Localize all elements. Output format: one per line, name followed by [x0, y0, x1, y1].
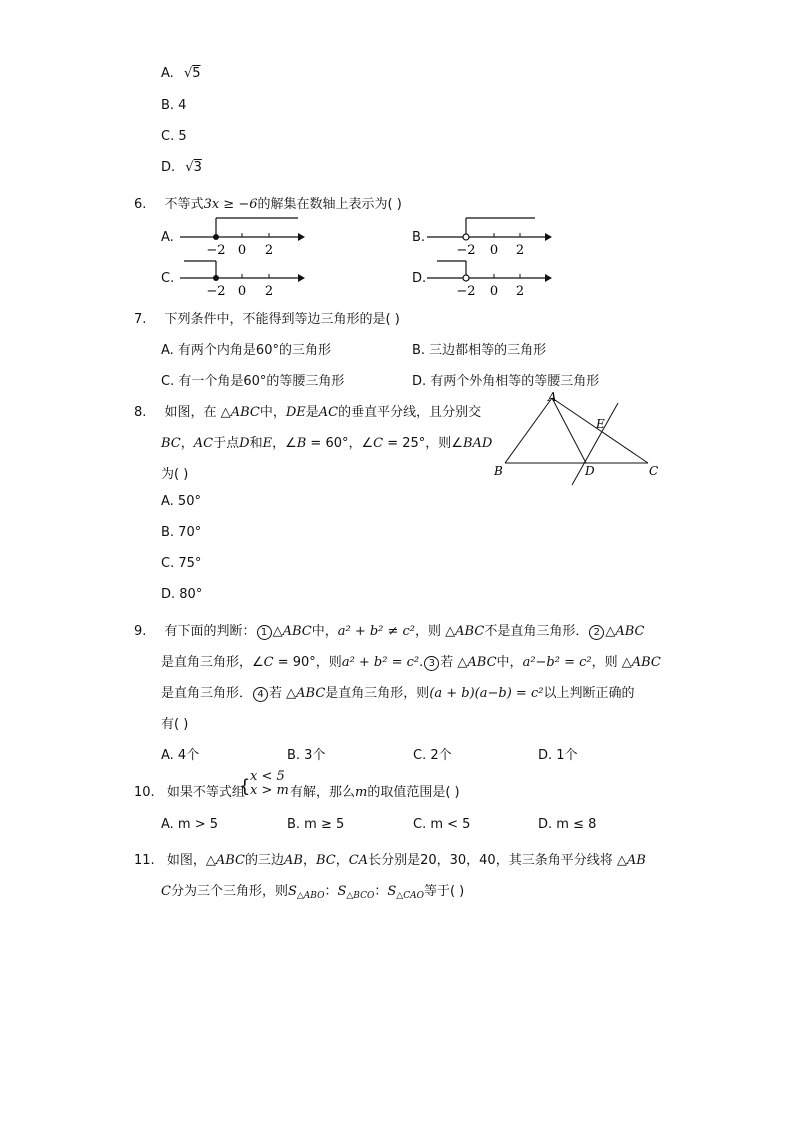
circled-number: 2: [589, 625, 604, 640]
number-line-c: [180, 255, 305, 301]
q8-option-a[interactable]: A. 50°: [161, 494, 201, 509]
closed-dot: [213, 234, 219, 240]
q5-option-c[interactable]: C. 5: [161, 129, 187, 144]
sqrt-symbol: √3: [185, 160, 202, 175]
q9-option-c[interactable]: C. 2个: [413, 748, 452, 763]
question-number: 7.: [134, 312, 147, 327]
question-number: 11.: [134, 853, 155, 868]
q6-label-b[interactable]: B.: [412, 230, 426, 245]
q5-option-a-radicand: 5: [192, 66, 201, 81]
question-number: 10.: [134, 785, 155, 800]
q8-triangle-figure: [490, 388, 665, 488]
q8-option-c[interactable]: C. 75°: [161, 556, 202, 571]
q11-stem-line2: C分为三个三角形，则$S_{\triangle ABO}$：$S_{\triangle BCO}$：$S_{\triangle CAO}$等于( ): [161, 884, 465, 901]
inequality: 3x ≥ −6: [203, 197, 258, 212]
q6-label-c[interactable]: C.: [161, 271, 175, 286]
open-dot: [463, 234, 469, 240]
q10-stem-tail: 有解，那么m的取值范围是( ): [290, 785, 460, 800]
q10-option-b[interactable]: B. m ≥ 5: [287, 817, 345, 832]
system-line-1: x < 5: [250, 769, 285, 784]
q9-option-d[interactable]: D. 1个: [538, 748, 578, 763]
question-number: 6.: [134, 197, 147, 212]
q10-option-d[interactable]: D. m ≤ 8: [538, 817, 597, 832]
segment-ad: [552, 398, 586, 463]
label-e: E: [596, 417, 605, 431]
circled-number: 3: [424, 656, 439, 671]
number-line-d: [427, 255, 552, 301]
q6-label-a[interactable]: A.: [161, 230, 174, 245]
label-a: A: [548, 390, 557, 404]
tick-label: −2: [206, 243, 226, 258]
q10-option-c[interactable]: C. m < 5: [413, 817, 471, 832]
tick-label: 2: [515, 284, 525, 299]
q6-label-d[interactable]: D.: [412, 271, 427, 286]
tick-label: 0: [237, 243, 247, 258]
perpendicular-bisector-de: [572, 403, 618, 485]
q5-option-b[interactable]: B. 4: [161, 98, 187, 113]
q9-option-b[interactable]: B. 3个: [287, 748, 326, 763]
tick-label: 2: [264, 243, 274, 258]
tick-label: 2: [264, 284, 274, 299]
q10-option-a[interactable]: A. m > 5: [161, 817, 219, 832]
q8-option-b[interactable]: B. 70°: [161, 525, 202, 540]
q8-stem-line2: BC，AC于点D和E，∠B = 60°，∠C = 25°，则∠BAD: [161, 436, 493, 451]
brace-icon: {: [239, 776, 251, 797]
q9-stem-line3: 是直角三角形． 4 若 △ABC是直角三角形，则(a + b)(a−b) = c²以上判断正确的: [161, 686, 635, 701]
q7-stem: 7. 下列条件中，不能得到等边三角形的是( ): [134, 312, 400, 327]
sqrt-symbol: √5: [183, 66, 201, 81]
q9-stem-line4: 有( ): [161, 717, 189, 732]
q7-option-a[interactable]: A. 有两个内角是60°的三角形: [161, 343, 331, 358]
q5-option-d[interactable]: [161, 160, 202, 175]
question-number: 9.: [134, 624, 147, 639]
tick-label: −2: [456, 243, 476, 258]
q7-option-b[interactable]: B. 三边都相等的三角形: [412, 343, 547, 358]
q5-option-a[interactable]: [161, 66, 201, 81]
label-b: B: [494, 464, 503, 478]
circled-number: 4: [253, 687, 268, 702]
q6-stem: 6. 不等式3x ≥ −6的解集在数轴上表示为( ): [134, 197, 402, 212]
q8-stem-line3: 为( ): [161, 467, 189, 482]
closed-dot: [213, 275, 219, 281]
label-d: D: [585, 464, 595, 478]
q5-option-d-label: D.: [161, 160, 176, 175]
q7-option-c[interactable]: C. 有一个角是60°的等腰三角形: [161, 374, 345, 389]
number-line-b: [427, 212, 552, 258]
label-c: C: [649, 464, 659, 478]
inequality-system: [250, 770, 289, 798]
q10-stem: 10. 如果不等式组: [134, 785, 245, 800]
q9-stem-line1: 9. 有下面的判断： 1 △ABC中，a² + b² ≠ c²，则 △ABC不是直角三角形． 2 △ABC: [134, 624, 645, 639]
tick-label: −2: [206, 284, 226, 299]
q5-option-d-radicand: 3: [193, 160, 202, 175]
circled-number: 1: [257, 625, 272, 640]
segment-ab: [505, 398, 552, 463]
question-number: 8.: [134, 405, 147, 420]
q5-option-a-label: A.: [161, 66, 174, 81]
q9-option-a[interactable]: A. 4个: [161, 748, 200, 763]
tick-label: 0: [489, 284, 499, 299]
q7-option-d[interactable]: D. 有两个外角相等的等腰三角形: [412, 374, 600, 389]
q8-option-d[interactable]: D. 80°: [161, 587, 203, 602]
tick-label: 0: [489, 243, 499, 258]
q9-stem-line2: 是直角三角形，∠C = 90°，则a² + b² = c². 3 若 △ABC中，a²−b² = c²，则 △ABC: [161, 655, 661, 670]
open-dot: [463, 275, 469, 281]
tick-label: −2: [456, 284, 476, 299]
tick-label: 0: [237, 284, 247, 299]
q11-stem-line1: 11. 如图，△ABC的三边AB，BC，CA长分别是20，30，40，其三条角平分线将 △AB: [134, 853, 646, 868]
tick-label: 2: [515, 243, 525, 258]
number-line-a: [180, 212, 305, 258]
system-line-2: x > m: [250, 783, 289, 798]
q8-stem-line1: 8. 如图，在 △ABC中，DE是AC的垂直平分线，且分别交: [134, 405, 482, 420]
